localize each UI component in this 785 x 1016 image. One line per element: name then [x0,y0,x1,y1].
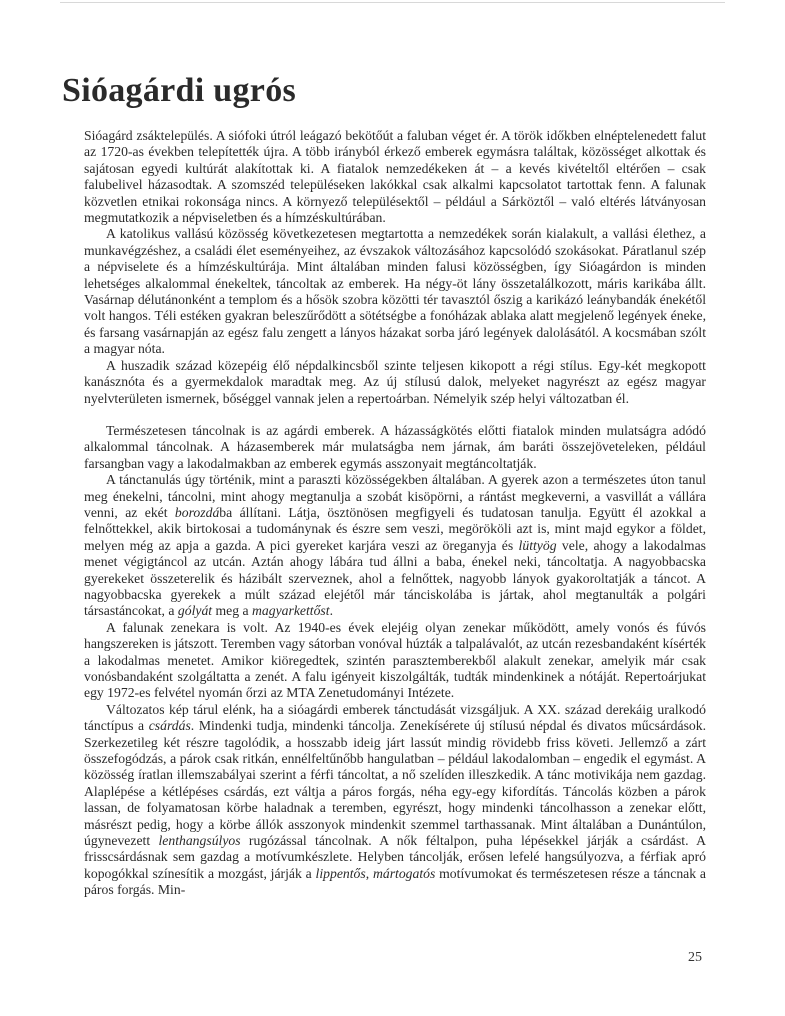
paragraph [84,702,706,899]
page-number: 25 [688,950,702,965]
body-text [84,128,706,899]
page-title: Sióagárdi ugrós [62,72,297,109]
text-run: , [365,865,373,881]
text-run: motívumokat és természetesen része a táncnak a páros forgás. Min- [84,865,706,898]
paragraph [84,620,706,702]
top-rule [60,2,725,3]
text-run: A falunak zenekara is volt. Az 1940-es évek elejéig olyan zenekar működött, amely vonós és fúvós hangszereken is játszott. Teremben vagy sátorban vonóval húzták a talpalávalót, az utcán rezesbandaként kísérték a lakodalmas menetet. Amikor kiöregedtek, szintén parasztemberekből alakult zenekar, amelyik már csak vonósbandaként szolgáltatta a zenét. A falu igényeit kiszolgálták, tudták mindenkinek a nótáját. Repertoárjukat egy 1972-es felvétel nyomán őrzi az MTA Zenetudományi Intézete. [84,619,706,701]
paragraph [84,472,706,620]
text-run: Sióagárd zsáktelepülés. A siófoki útról leágazó bekötőút a faluban véget ér. A török időkben elnéptelenedett falut az 1720-as években telepítették újra. A több irányból érkező emberek egymásra találtak, közösséget alkottak és sajátosan egyedi kultúrát alakítottak ki. A fiatalok nemzedékeken át – a kevés kivételtől eltérően – csak falubelivel házasodtak. A szomszéd településeken lakókkal csak alkalmi kapcsolatot tartottak fenn. A falunak közvetlen etnikai rokonsága nincs. A környező településektől – például a Sárköztől – való eltérés látványosan megmutatkozik a népviseletben és a hímzéskultúrában. [84,128,706,226]
italic-term: lenthangsúlyos [158,833,241,849]
italic-term: lüttyög [518,537,557,553]
text-run: meg a [212,603,253,619]
paragraph [84,358,706,407]
italic-term: gólyát [177,603,213,619]
text-run: . [329,603,333,619]
text-run: A huszadik század közepéig élő népdalkincsből szinte teljesen kikopott a régi stílus. Egy-két megkopott kanásznóta és a gyermekdalok maradtak meg. Az új stílusú dalok, melyeket nagyrészt az egész magyar nyelvterületen ismernek, bőséggel vannak jelen a repertoárban. Némelyik szép helyi változatban él. [84,357,706,406]
italic-term: lippentős [315,865,366,881]
paragraph [84,128,706,226]
paragraph [84,226,706,357]
text-run: A katolikus vallású közösség következetesen megtartotta a nemzedékek során kialakult, a vallási élethez, a munkavégzéshez, a családi élet eseményeihez, az évszakok változásához kapcsolódó szokásokat. Páratlanul szép a népviselete és a hímzéskultúrája. Mint általában minden falusi közösségben, így Sióagárdon is minden lehetséges alkalommal énekeltek, táncoltak az emberek. Ha négy-öt lány összetalálkozott, máris karikába állt. Vasárnap délutánonként a templom és a hősök szobra közötti tér tavasztól őszig a karikázó leánybandák énekétől volt hangos. Téli estéken gyakran beleszűrődött a sötétségbe a fonóházak ablaka alatt megjelenő legények éneke, és farsang vasárnapján az egész falu zengett a lányos házakat sorba járó legények dalolásától. A kocsmában szólt a magyar nóta. [84,226,706,357]
italic-term: magyarkettőst [252,603,330,619]
italic-term: borozdá [174,504,220,520]
text-run: A tánctanulás úgy történik, mint a paraszti közösségekben általában. A gyerek azon a természetes úton tanul meg énekelni, táncolni, mint ahogy megtanulja a szobát kisöpörni, a rántást megkeverni, a vasvillát a vállára venni, az ekét [84,472,706,520]
paragraph [84,423,706,472]
text-run: . Mindenki tudja, mindenki táncolja. Zenekísérete új stílusú népdal és divatos műcsárdások. Szerkezetileg két részre tagolódik, a hosszabb ideig járt lassút mindig rövidebb friss követi. Jellemző a zárt összefogódzás, a párok csak ritkán, ennélfeltűnőbb hangulatban – például lakodalomban – engedik el egymást. A közösség íratlan illemszabályai szerint a férfi táncoltat, a nő szelíden illeszkedik. A tánc motivikája nem gazdag. Alaplépése a kétlépéses csárdás, ezt váltja a páros forgás, néha egy-egy kifordítás. Táncolás közben a párok lassan, de folyamatosan körbe haladnak a teremben, egyrészt, hogy mindenki táncolhasson a zenekar előtt, másrészt pedig, hogy a körbe állók asszonyok mindenkit szemmel tarthassanak. Mint általában a Dunántúlon, úgynevezett [84,718,706,849]
text-run: rugózással táncolnak. A nők féltalpon, puha lépésekkel járják a csárdást. A frisscsárdásnak sem gazdag a motívumkészlete. Helyben táncolják, erősen lefelé hangsúlyozva, a férfiak apró kopogókkal színesítik a mozgást, járják a [84,833,706,881]
text-run: vele, ahogy a lakodalmas menet végigtáncol az utcán. Aztán ahogy lábára tud állni a baba, énekel neki, táncoltatja. A nagyobbacska gyerekeket összeterelik és házibált szerveznek, ahol a felnőttek, nagyobb lányok gyakoroltatják a táncot. A nagyobbacska gyerekek a múlt század elejétől már tánciskolába is jártak, ahol megtanulták a polgári társastáncokat, a [84,537,706,619]
text-run: Természetesen táncolnak is az agárdi emberek. A házasságkötés előtti fiatalok minden mulatságra adódó alkalommal táncolnak. A házasemberek már mulatságba nem járnak, ám baráti összejöveteleken, például farsangban vagy a lakodalmakban az emberek egymás asszonyait megtáncoltatják. [84,422,706,471]
text-run: Változatos kép tárul elénk, ha a sióagárdi emberek tánctudását vizsgáljuk. A XX. század derekáig uralkodó tánctípus a [84,701,706,734]
italic-term: csárdás [148,718,191,734]
italic-term: mártogatós [372,865,436,881]
text-run: ba állítani. Látja, ösztönösen megfigyeli és tudatosan tanulja. Együtt él azokkal a felnőttekkel, akik birtokosai a tudománynak és észre sem veszi, megörököli azt is, mint majd egykor a földet, melyen még az apja a gazda. A pici gyereket karjára veszi az öreganyja és [84,504,707,553]
